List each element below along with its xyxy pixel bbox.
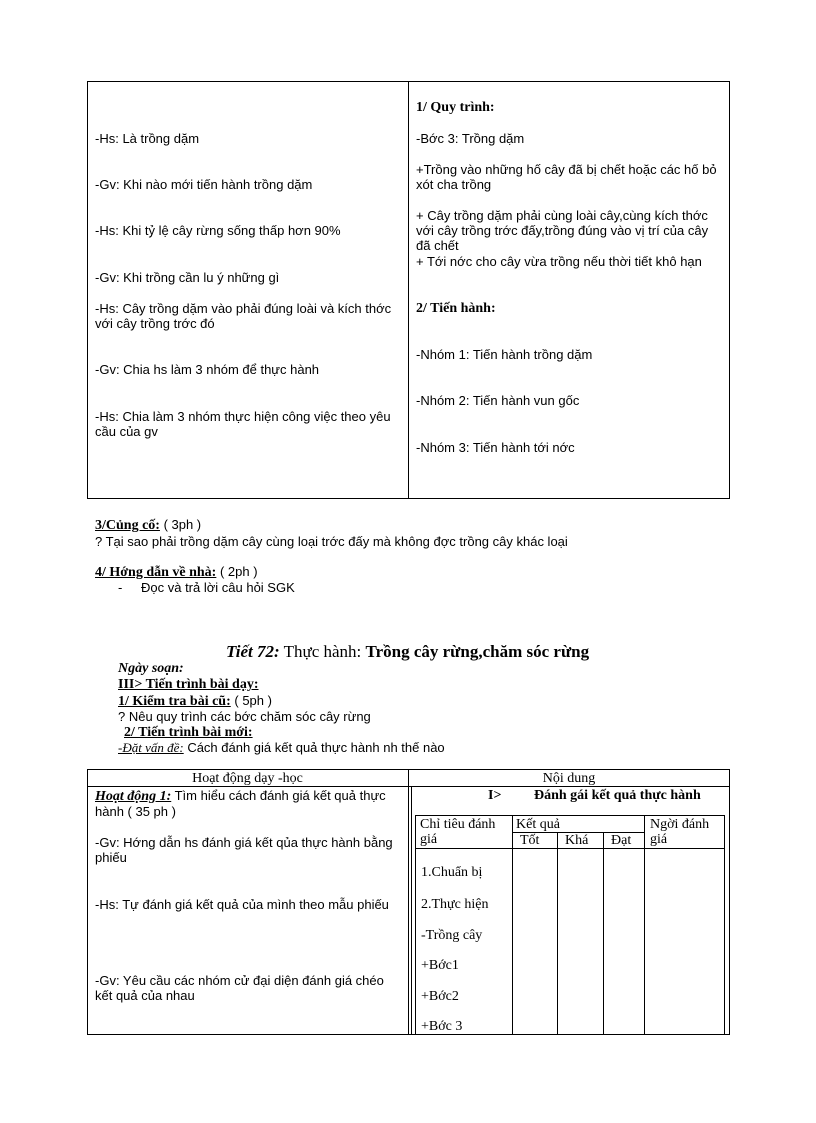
lesson-title [226,642,589,662]
t2-activity-text: Tìm hiểu cách đánh giá kết quả thực hành ( 35 ph ) [95,788,386,819]
eval-row-5: +Bớc2 [421,989,459,1004]
kiem-tra-label: 1/ Kiểm tra bài cũ: [118,694,231,709]
kiem-tra-time: ( 5ph ) [230,693,272,708]
t1-left-6: -Gv: Chia hs làm 3 nhóm để thực hành [95,362,320,377]
t2-left-2: -Hs: Tự đánh giá kết quả của mình theo mẫu phiếu [95,897,389,912]
t1-heading-tienhanh: 2/ Tiến hành: [416,301,496,316]
eval-sub-kha: Khá [565,833,589,848]
t2-left-1: -Gv: Hớng dẫn hs đánh giá kết qủa thực hành bằng phiếu [95,835,393,865]
kiem-tra-line [118,693,272,709]
t1-right-step3: -Bớc 3: Trồng dặm [416,131,525,146]
eval-row-4: +Bớc1 [421,958,459,973]
eval-col-2 [557,832,558,1035]
eval-row-1: 1.Chuẩn bị [421,865,483,880]
ngay-soan: Ngày soạn: [118,661,184,676]
cungco-time: ( 3ph ) [159,517,202,532]
table-2-divider [408,769,409,1035]
eval-sub-tot: Tốt [520,833,540,848]
table-2-divider-inner [411,786,412,1035]
cungco-question: ? Tại sao phải trồng dặm cây cùng loại trớc đấy mà không đợc trồng cây khác loại [95,534,568,549]
t1-left-2: -Gv: Khi nào mới tiến hành trồng dặm [95,177,313,192]
huongdan-dash: - [118,580,123,595]
huongdan-item: Đọc và trả lời câu hỏi SGK [141,580,295,595]
t1-left-5: -Hs: Cây trồng dặm vào phải đúng loài và kích thớc với cây trồng trớc đó [95,301,392,331]
huongdan-time: ( 2ph ) [216,564,258,579]
t1-left-4: -Gv: Khi trồng cần lu ý những gì [95,270,280,285]
t2-activity-label: Hoạt động 1: [95,789,172,804]
t2-right-heading: Đánh gái kết quả thực hành [534,788,701,803]
eval-col3-header: Ngời đánh giá [650,817,710,847]
lesson-number: Tiết 72: [226,642,280,661]
t2-activity [95,788,400,820]
bai-moi-label: 2/ Tiến trình bài mới: [124,725,253,740]
t1-left-1: -Hs: Là trồng dặm [95,131,200,146]
t1-right-g1: -Nhóm 1: Tiến hành trồng dặm [416,347,593,362]
eval-row-3: -Trồng cây [421,928,483,943]
dat-van-de-line [118,740,445,756]
eval-row-2: 2.Thực hiện [421,897,489,912]
eval-col2-header: Kết quả [516,817,560,832]
t1-left-7: -Hs: Chia làm 3 nhóm thực hiện công việc theo yêu cầu của gv [95,409,391,439]
t2-left-3: -Gv: Yêu cầu các nhóm cử đại diện đánh giá chéo kết quả của nhau [95,973,384,1003]
eval-col1-header: Chỉ tiêu đánh giá [420,817,496,847]
eval-col-3 [603,832,604,1035]
t1-right-b1: +Trồng vào những hố cây đã bị chết hoặc các hố bỏ xót cha trồng [416,162,717,192]
tien-trinh-bai-day: III> Tiến trình bài dạy: [118,677,259,692]
kiem-tra-question: ? Nêu quy trình các bớc chăm sóc cây rừng [118,709,371,724]
t1-right-g3: -Nhóm 3: Tiến hành tới nớc [416,440,575,455]
table-1-divider [408,81,409,499]
t2-right-num: I> [488,788,502,803]
t1-right-b3: + Tới nớc cho cây vừa trồng nếu thời tiết khô hạn [416,254,702,269]
t1-heading-quytrinh: 1/ Quy trình: [416,100,495,115]
t1-right-b2: + Cây trồng dặm phải cùng loài cây,cùng kích thớc với cây trồng trớc đấy,trồng đúng vào vị trí của cây đã chết [416,208,709,253]
dat-van-de-label: -Đặt vấn đề: [118,740,184,755]
lesson-name: Trồng cây rừng,chăm sóc rừng [365,642,590,661]
cungco-label: 3/Củng cố: [95,518,160,533]
huongdan-label: 4/ Hớng dẫn về nhà: [95,565,217,580]
lesson-type: Thực hành: [279,642,366,661]
huongdan-line [95,564,258,580]
eval-sub-dat: Đạt [611,833,632,848]
t1-right-g2: -Nhóm 2: Tiến hành vun gốc [416,393,580,408]
t1-left-3: -Hs: Khi tỷ lệ cây rừng sống thấp hơn 90% [95,223,341,238]
eval-row-6: +Bớc 3 [421,1019,463,1034]
eval-header-line [415,848,725,849]
dat-van-de-text: Cách đánh giá kết quả thực hành nh thế nào [183,740,445,755]
t2-header-left: Hoạt động dạy -học [192,771,303,786]
cungco-line [95,517,201,533]
t2-header-right: Nội dung [542,771,596,786]
